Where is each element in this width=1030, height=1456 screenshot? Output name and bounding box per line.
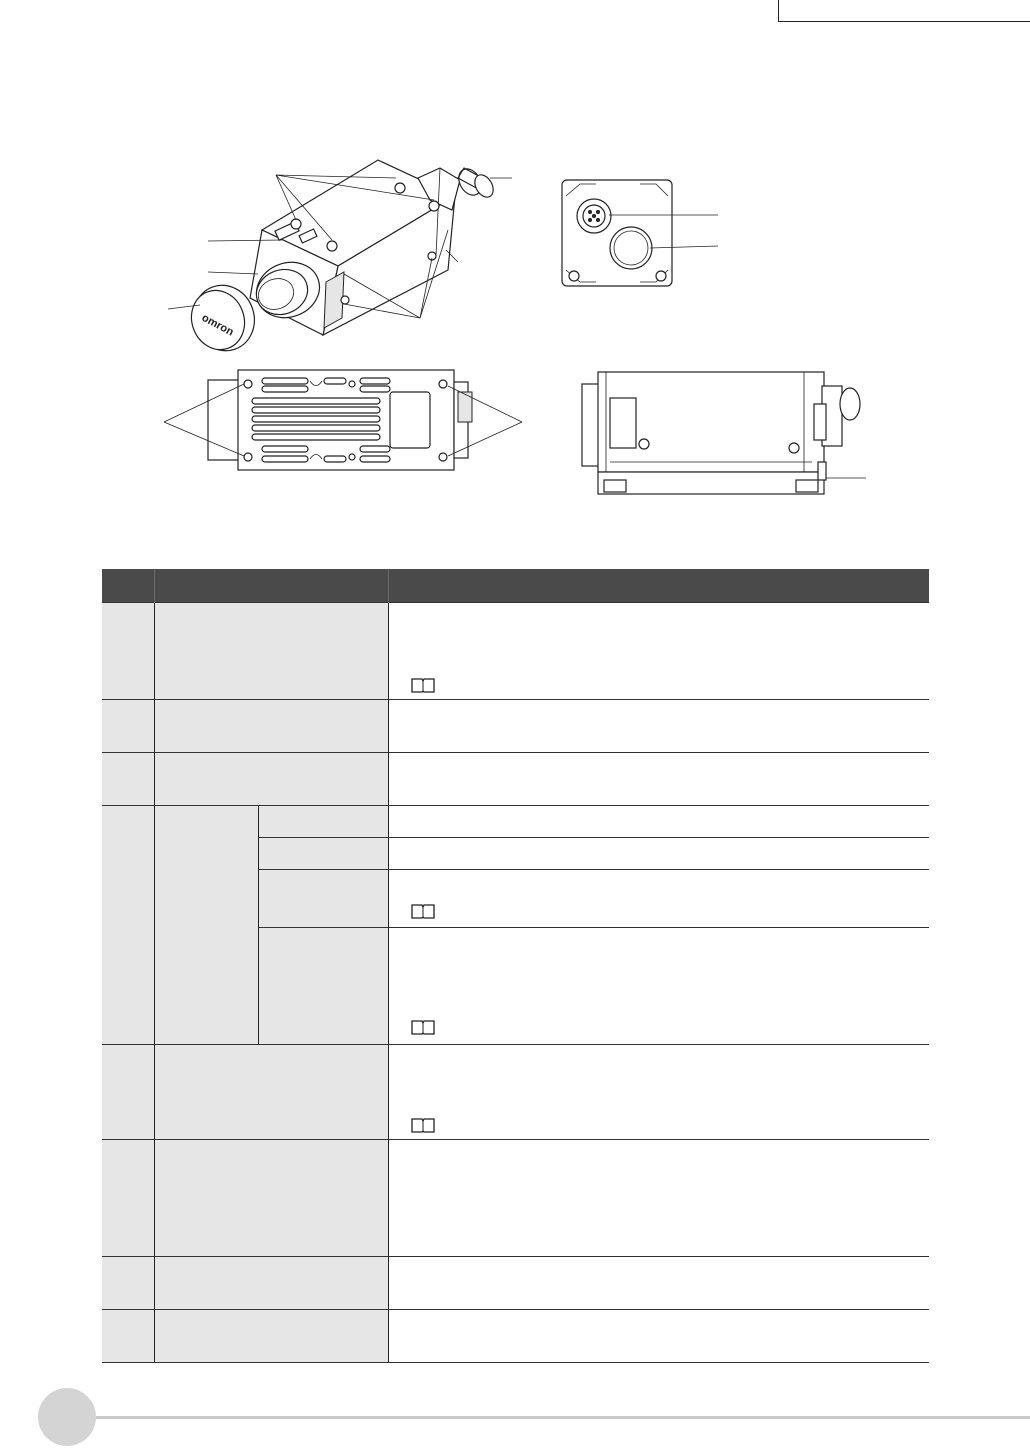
- row-subname-cell: [258, 928, 388, 1045]
- row-name-cell: [154, 1045, 388, 1140]
- row-number-cell: [102, 700, 154, 753]
- camera-illustrations: [0, 150, 1030, 510]
- row-description-cell: [388, 928, 929, 1045]
- header-name: [154, 569, 388, 603]
- row-name-cell: [154, 1140, 388, 1257]
- row-number-cell: [102, 1310, 154, 1363]
- row-subname-cell: [258, 870, 388, 928]
- rear-view: [562, 180, 718, 286]
- table-row: [102, 1045, 929, 1140]
- book-reference-icon: [411, 903, 435, 919]
- row-number-cell: [102, 1045, 154, 1140]
- table-row: [102, 603, 929, 700]
- book-reference-icon: [411, 677, 435, 693]
- lens-cap-logo: omron: [199, 311, 236, 339]
- row-name-cell: [154, 753, 388, 806]
- corner-mark-vertical: [778, 0, 779, 22]
- row-name-cell: [154, 700, 388, 753]
- row-description-cell: [388, 1140, 929, 1257]
- table-row: [102, 753, 929, 806]
- row-number-cell: [102, 1140, 154, 1257]
- row-subname-cell: [258, 806, 388, 838]
- row-description-cell: [388, 806, 929, 838]
- book-reference-icon: [411, 1019, 435, 1035]
- row-description-cell: [388, 838, 929, 870]
- header-no: [102, 569, 154, 603]
- row-number-cell: [102, 603, 154, 700]
- row-description-cell: [388, 1045, 929, 1140]
- row-subname-cell: [258, 838, 388, 870]
- row-number-cell: [102, 806, 154, 1045]
- top-view: [164, 370, 522, 470]
- row-description-cell: [388, 753, 929, 806]
- row-number-cell: [102, 1257, 154, 1310]
- isometric-camera-view: [168, 160, 512, 359]
- table-row: [102, 1257, 929, 1310]
- header-description: [388, 569, 929, 603]
- row-name-cell: [154, 1310, 388, 1363]
- row-description-cell: [388, 1257, 929, 1310]
- row-name-cell: [154, 1257, 388, 1310]
- table-row: [102, 1140, 929, 1257]
- row-number-cell: [102, 753, 154, 806]
- table-row: [102, 700, 929, 753]
- row-description-cell: [388, 870, 929, 928]
- corner-mark-horizontal: [778, 21, 1030, 22]
- table-row: [102, 1310, 929, 1363]
- parts-table: [102, 569, 929, 1363]
- row-description-cell: [388, 1310, 929, 1363]
- book-reference-icon: [411, 1117, 435, 1133]
- page-number-badge: [38, 1388, 96, 1446]
- table-row: [102, 806, 929, 838]
- side-view: [582, 372, 866, 494]
- row-description-cell: [388, 700, 929, 753]
- row-group-name-cell: [154, 806, 258, 1045]
- table-header-row: [102, 569, 929, 603]
- footer-rule: [96, 1416, 1030, 1419]
- row-description-cell: [388, 603, 929, 700]
- row-name-cell: [154, 603, 388, 700]
